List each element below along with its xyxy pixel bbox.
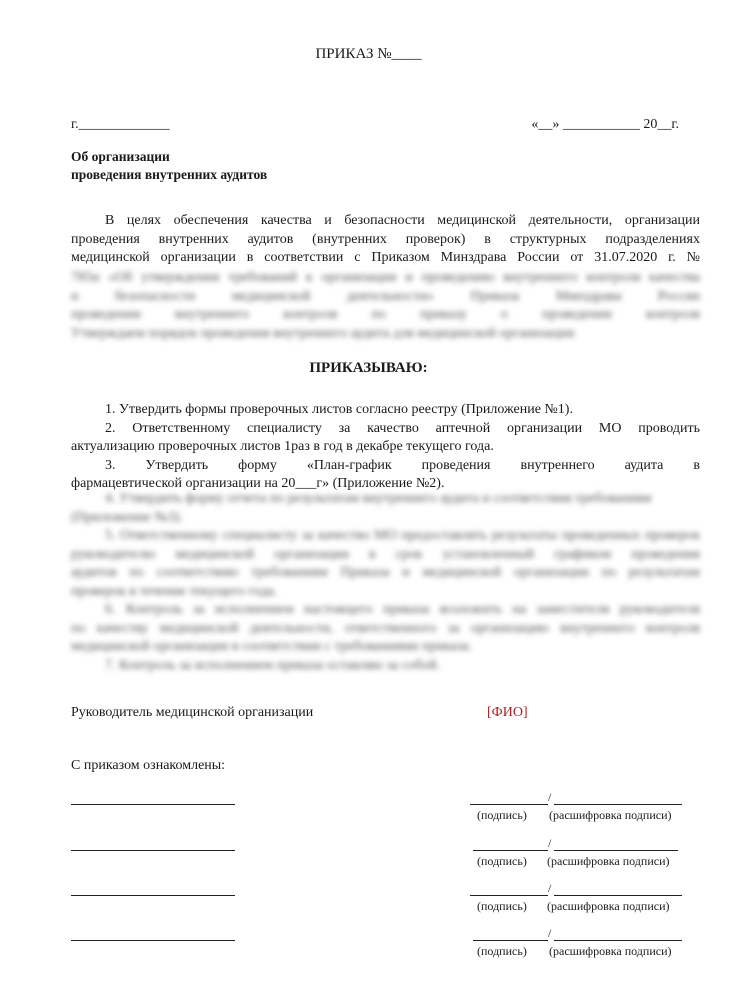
- blurred-line: (Приложение №3).: [71, 509, 183, 525]
- signature-caption: (подпись): [477, 854, 527, 868]
- blurred-line: медицинской организации в соответствии с требованиями приказа.: [71, 639, 472, 654]
- signature-line: [473, 850, 548, 851]
- city-field: г._____________: [71, 117, 170, 132]
- fio-bracket: ]: [522, 705, 528, 720]
- order-item: 2. Ответственному специалисту за качество аптечной организации МО проводить: [105, 420, 700, 436]
- fio-bracket: [: [487, 705, 492, 720]
- blurred-line: 4. Утвердить форму отчета по результатам внутреннего аудита и соответствия требованиям: [105, 491, 652, 506]
- blurred-line: 785н «Об утверждении требований к организации и проведению внутреннего контроля качества: [71, 270, 700, 285]
- order-item-continuation: фармацевтической организации на 20___г» (Приложение №2).: [71, 476, 445, 491]
- signature-slash: /: [548, 836, 552, 850]
- blurred-line: и безопасности медицинской деятельности» Приказа Минздрава России: [71, 288, 700, 304]
- intro-paragraph: [71, 212, 700, 268]
- document-title: ПРИКАЗ №____: [315, 46, 422, 62]
- order-items: [71, 401, 700, 494]
- signature-line: [473, 940, 548, 941]
- subject-line: Об организации: [71, 149, 170, 164]
- blurred-items: [71, 490, 700, 675]
- blurred-line: аудитов по соответствию требованиям Приказа и медицинской организации по результатам: [71, 565, 700, 580]
- order-subject: [71, 148, 267, 184]
- decode-caption: (расшифровка подписи): [549, 944, 672, 958]
- signature-caption: (подпись): [477, 808, 527, 822]
- signature-slash: /: [548, 881, 552, 895]
- subject-line: проведения внутренних аудитов: [71, 167, 268, 182]
- blurred-line: 6. Контроль за исполнением настоящего приказа возложить на заместителя руководителя: [105, 602, 700, 617]
- signature-caption: (подпись): [477, 944, 527, 958]
- decode-line: [554, 940, 682, 941]
- signature-caption: (подпись): [477, 899, 527, 913]
- blurred-line: 7. Контроль за исполнением приказа оставляю за собой.: [105, 657, 441, 673]
- intro-line: медицинской организации в соответствии с Приказом Минздрава России от 31.07.2020 г. №: [71, 250, 700, 265]
- order-item: 3. Утвердить форму «План-график проведения внутреннего аудита в: [105, 457, 700, 473]
- fio-placeholder: ФИО: [491, 705, 523, 720]
- signature-line: [470, 804, 548, 805]
- order-item: 1. Утвердить формы проверочных листов согласно реестру (Приложение №1).: [105, 402, 573, 417]
- employee-name-line: [71, 804, 235, 805]
- blurred-line: по качеству медицинской деятельности, ответственного за организацию внутреннего контроля: [71, 620, 700, 636]
- decode-line: [554, 850, 678, 851]
- blurred-line: проведении внутреннего контроля по приказу о проведении контроля: [71, 307, 700, 322]
- employee-name-line: [71, 940, 235, 941]
- blurred-paragraph: [71, 269, 700, 343]
- decode-caption: (расшифровка подписи): [549, 808, 672, 822]
- head-signature-label: Руководитель медицинской организации: [71, 705, 314, 720]
- order-item-continuation: актуализацию проверочных листов 1раз в год в декабре текущего года.: [71, 439, 494, 454]
- order-heading: ПРИКАЗЫВАЮ:: [309, 360, 428, 376]
- employee-name-line: [71, 895, 235, 896]
- blurred-line: Утверждаем порядок проведения внутреннего аудита для медицинской организации: [71, 325, 575, 341]
- decode-caption: (расшифровка подписи): [547, 899, 670, 913]
- decode-line: [554, 804, 682, 805]
- employee-name-line: [71, 850, 235, 851]
- blurred-line: 5. Ответственному специалисту за качество МО предоставлять результаты проведенных проверок: [105, 528, 700, 543]
- signature-slash: /: [548, 790, 552, 804]
- intro-line: проведения внутренних аудитов (внутренних проверок) в структурных подразделениях: [71, 231, 700, 247]
- blurred-line: руководителю медицинской организации в срок установленный графиком проведения: [71, 546, 700, 562]
- intro-line: В целях обеспечения качества и безопасности медицинской деятельности, организации: [105, 213, 700, 228]
- decode-line: [554, 895, 682, 896]
- acquainted-label: С приказом ознакомлены:: [71, 758, 226, 773]
- date-field: «__» ___________ 20__г.: [531, 117, 679, 132]
- signature-slash: /: [548, 926, 552, 940]
- decode-caption: (расшифровка подписи): [547, 854, 670, 868]
- signature-line: [470, 895, 548, 896]
- blurred-line: проверок в течение текущего года.: [71, 583, 278, 599]
- head-fio: [487, 705, 528, 721]
